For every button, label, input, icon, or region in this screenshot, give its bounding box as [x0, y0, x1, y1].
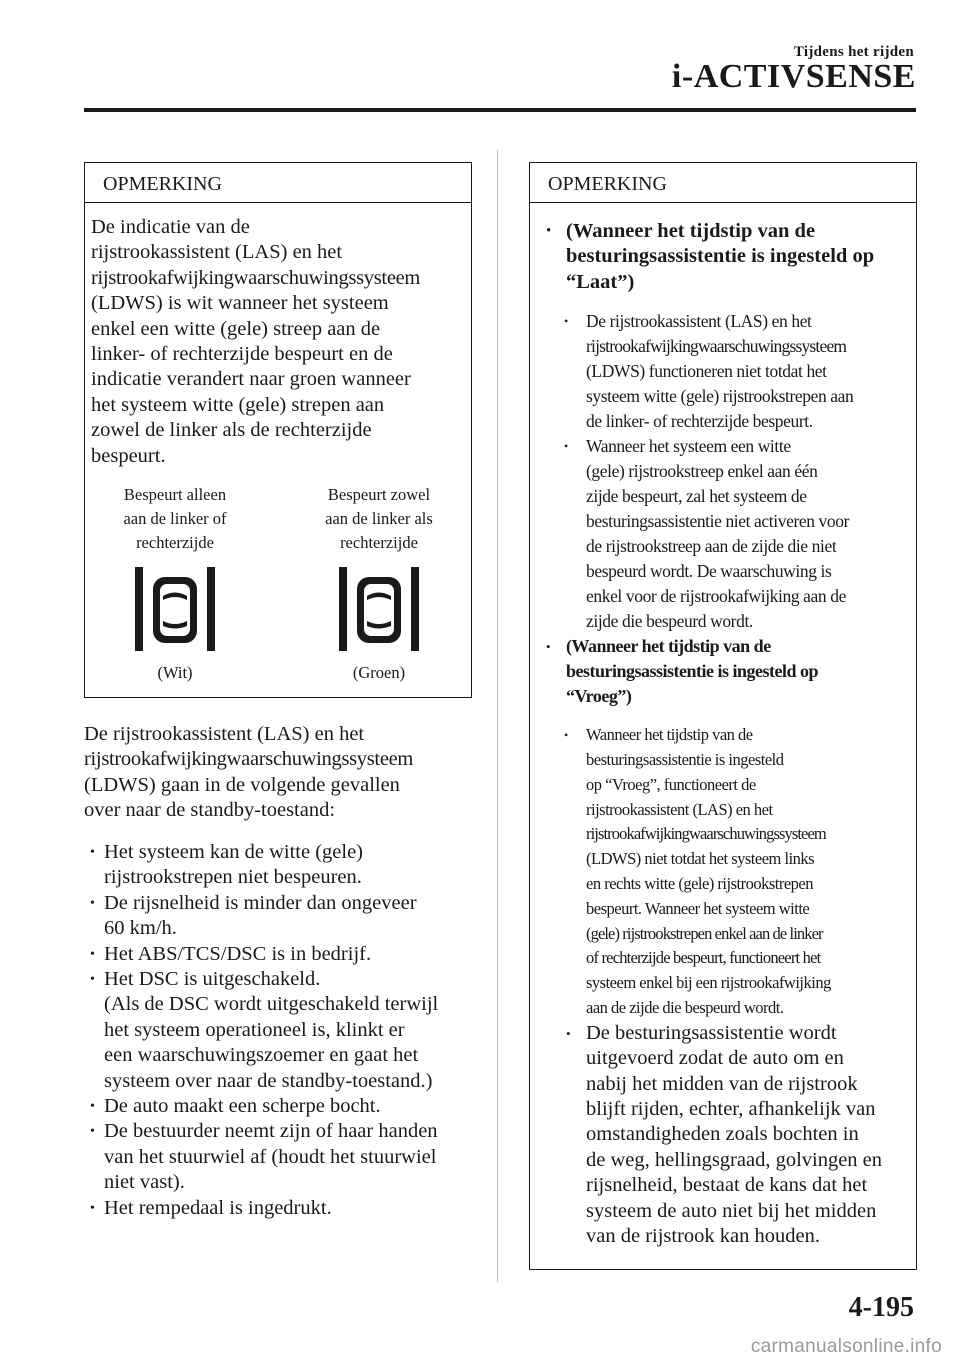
heading-line: besturingsassistentie is ingesteld op — [566, 661, 819, 682]
list-line: systeem over naar de standby-toestand.) — [104, 1069, 433, 1092]
list-line: • De auto maakt een scherpe bocht. — [104, 1095, 381, 1118]
left-note-box — [84, 162, 472, 698]
laat-item — [544, 434, 906, 634]
item-line: (gele) rijstrookstrepen enkel aan de linker — [586, 923, 823, 943]
list-item — [90, 1094, 490, 1119]
list-line: • Het DSC is uitgeschakeld. — [104, 968, 321, 991]
watermark: carmanualsonline.info — [750, 1336, 942, 1357]
standby-conditions-list — [90, 840, 490, 1221]
list-item — [90, 1119, 490, 1195]
item-line: de weg, hellingsgraad, golvingen en — [586, 1148, 883, 1171]
item-line: systeem enkel bij een rijstrookafwijking — [586, 973, 831, 993]
right-note-box — [529, 162, 917, 1270]
note-line: indicatie verandert naar groen wanneer — [91, 368, 411, 391]
list-line: 60 km/h. — [104, 917, 177, 940]
chapter-title: i-ACTIVSENSE — [671, 58, 916, 95]
list-line: (Als de DSC wordt uitgeschakeld terwijl — [104, 993, 439, 1016]
item-line: Wanneer het systeem een witte — [586, 436, 791, 457]
item-line: rijstrookafwijkingwaarschuwingssysteem — [586, 824, 826, 844]
item-line: enkel voor de rijstrookafwijking aan de — [586, 586, 846, 607]
list-line: • Het systeem kan de witte (gele) — [104, 841, 364, 863]
list-line: • De rijsnelheid is minder dan ongeveer — [104, 891, 417, 914]
item-line: rijstrookafwijkingwaarschuwingssysteem — [586, 336, 847, 357]
section-name: Tijdens het rijden — [793, 44, 914, 60]
item-line: zijde die bespeurd wordt. — [586, 611, 753, 632]
item-line: zijde bespeurt, zal het systeem de — [586, 486, 807, 507]
list-line: het systeem operationeel is, klinkt er — [104, 1018, 405, 1041]
note-body — [85, 203, 471, 469]
indicator-figures — [85, 469, 471, 689]
note-line: rijstrookassistent (LAS) en het — [91, 241, 343, 264]
lane-keep-assist-both-sides-icon — [337, 565, 421, 653]
bullet-icon: • — [546, 639, 551, 655]
note-line: het systeem witte (gele) strepen aan — [91, 393, 385, 416]
lane-keep-assist-one-side-icon — [133, 565, 217, 653]
bullet-icon: • — [564, 314, 568, 329]
item-line: (gele) rijstrookstreep enkel aan één — [586, 461, 818, 482]
centering-item — [544, 1021, 906, 1250]
vroeg-item — [544, 723, 906, 1021]
figure-caption — [85, 483, 265, 555]
item-line: (LDWS) niet totdat het systeem links — [586, 849, 815, 869]
caption-line: aan de linker als — [325, 509, 433, 529]
item-line: bespeurt. Wanneer het systeem witte — [586, 898, 810, 918]
bullet-icon: • — [564, 439, 568, 454]
item-line: (LDWS) functioneren niet totdat het — [586, 361, 827, 382]
figure-caption — [289, 483, 469, 555]
caption-line: aan de linker of — [123, 509, 227, 529]
figure-label: (Wit) — [157, 663, 193, 683]
list-line: niet vast). — [104, 1171, 185, 1194]
figure-one-side — [85, 483, 265, 683]
note-heading: OPMERKING — [530, 163, 916, 203]
heading-line: (Wanneer het tijdstip van de — [566, 220, 816, 242]
note-line: rijstrookafwijkingwaarschuwingssysteem — [91, 266, 421, 289]
item-line: rijstrookassistent (LAS) en het — [586, 799, 773, 819]
heading-line: besturingsassistentie is ingesteld op — [566, 245, 875, 268]
body-line: over naar de standby-toestand: — [84, 799, 336, 822]
bullet-icon: • — [564, 728, 568, 743]
item-line: op “Vroeg”, functioneert de — [586, 774, 756, 794]
note-line: (LDWS) is wit wanneer het systeem — [91, 292, 389, 315]
figure-both-sides — [289, 483, 469, 683]
laat-item — [544, 309, 906, 434]
bullet-icon: • — [546, 223, 552, 239]
caption-line: rechterzijde — [136, 533, 214, 553]
list-line: • Het rempedaal is ingedrukt. — [104, 1196, 332, 1219]
heading-line: “Laat”) — [566, 270, 635, 293]
vroeg-heading — [544, 634, 906, 709]
header-rule — [84, 108, 916, 112]
item-line: aan de zijde die bespeurd wordt. — [586, 997, 784, 1017]
item-line: de rijstrookstreep aan de zijde die niet — [586, 536, 837, 557]
list-item — [90, 840, 490, 891]
heading-line: “Vroeg”) — [566, 686, 632, 707]
column-divider — [497, 150, 498, 1282]
item-line: De besturingsassistentie wordt — [586, 1021, 837, 1044]
item-line: systeem de auto niet bij het midden — [586, 1199, 877, 1222]
item-line: de linker- of rechterzijde bespeurt. — [586, 411, 813, 432]
caption-line: rechterzijde — [340, 533, 418, 553]
item-line: uitgevoerd zodat de auto om en — [586, 1047, 844, 1070]
caption-line: Bespeurt zowel — [327, 485, 431, 505]
figure-label: (Groen) — [352, 663, 406, 683]
list-line: • De bestuurder neemt zijn of haar handen — [104, 1120, 438, 1143]
item-line: systeem witte (gele) rijstrookstrepen aan — [586, 386, 854, 407]
list-item — [90, 1196, 490, 1221]
note-line: zowel de linker als de rechterzijde — [91, 419, 372, 442]
item-line: en rechts witte (gele) rijstrookstrepen — [586, 874, 813, 893]
standby-intro — [84, 722, 484, 824]
laat-heading — [544, 219, 906, 295]
list-line: een waarschuwingszoemer en gaat het — [104, 1044, 419, 1067]
note-line: De indicatie van de — [91, 216, 250, 238]
item-line: bespeurd wordt. De waarschuwing is — [586, 561, 832, 582]
list-item — [90, 942, 490, 967]
note-line: linker- of rechterzijde bespeurt en de — [91, 343, 393, 366]
note-line: bespeurt. — [91, 444, 166, 467]
heading-line: (Wanneer het tijdstip van de — [566, 636, 771, 657]
note-heading: OPMERKING — [85, 163, 471, 203]
list-line: • Het ABS/TCS/DSC is in bedrijf. — [104, 942, 372, 965]
item-line: omstandigheden zoals bochten in — [586, 1123, 859, 1146]
item-line: of rechterzijde bespeurt, functioneert het — [586, 948, 821, 968]
item-line: rijsnelheid, bestaat de kans dat het — [586, 1174, 868, 1197]
caption-line: Bespeurt alleen — [123, 485, 227, 505]
page-number: 4-195 — [848, 1292, 914, 1323]
item-line: Wanneer het tijdstip van de — [586, 725, 753, 745]
item-line: De rijstrookassistent (LAS) en het — [586, 311, 812, 332]
item-line: besturingsassistentie is ingesteld — [586, 750, 784, 770]
list-line: van het stuurwiel af (houdt het stuurwiel — [104, 1145, 437, 1168]
note-line: enkel een witte (gele) streep aan de — [91, 317, 381, 340]
list-item — [90, 967, 490, 1094]
bullet-icon: • — [566, 1025, 571, 1041]
item-line: nabij het midden van de rijstrook — [586, 1072, 858, 1095]
item-line: besturingsassistentie niet activeren voor — [586, 511, 850, 532]
list-item — [90, 891, 490, 942]
body-line: (LDWS) gaan in de volgende gevallen — [84, 773, 400, 796]
body-line: rijstrookafwijkingwaarschuwingssysteem — [84, 748, 414, 771]
list-line: rijstrookstrepen niet bespeuren. — [104, 866, 362, 889]
item-line: van de rijstrook kan houden. — [586, 1225, 820, 1248]
note-body — [530, 203, 916, 1249]
item-line: blijft rijden, echter, afhankelijk van — [586, 1098, 876, 1120]
body-line: De rijstrookassistent (LAS) en het — [84, 723, 365, 745]
